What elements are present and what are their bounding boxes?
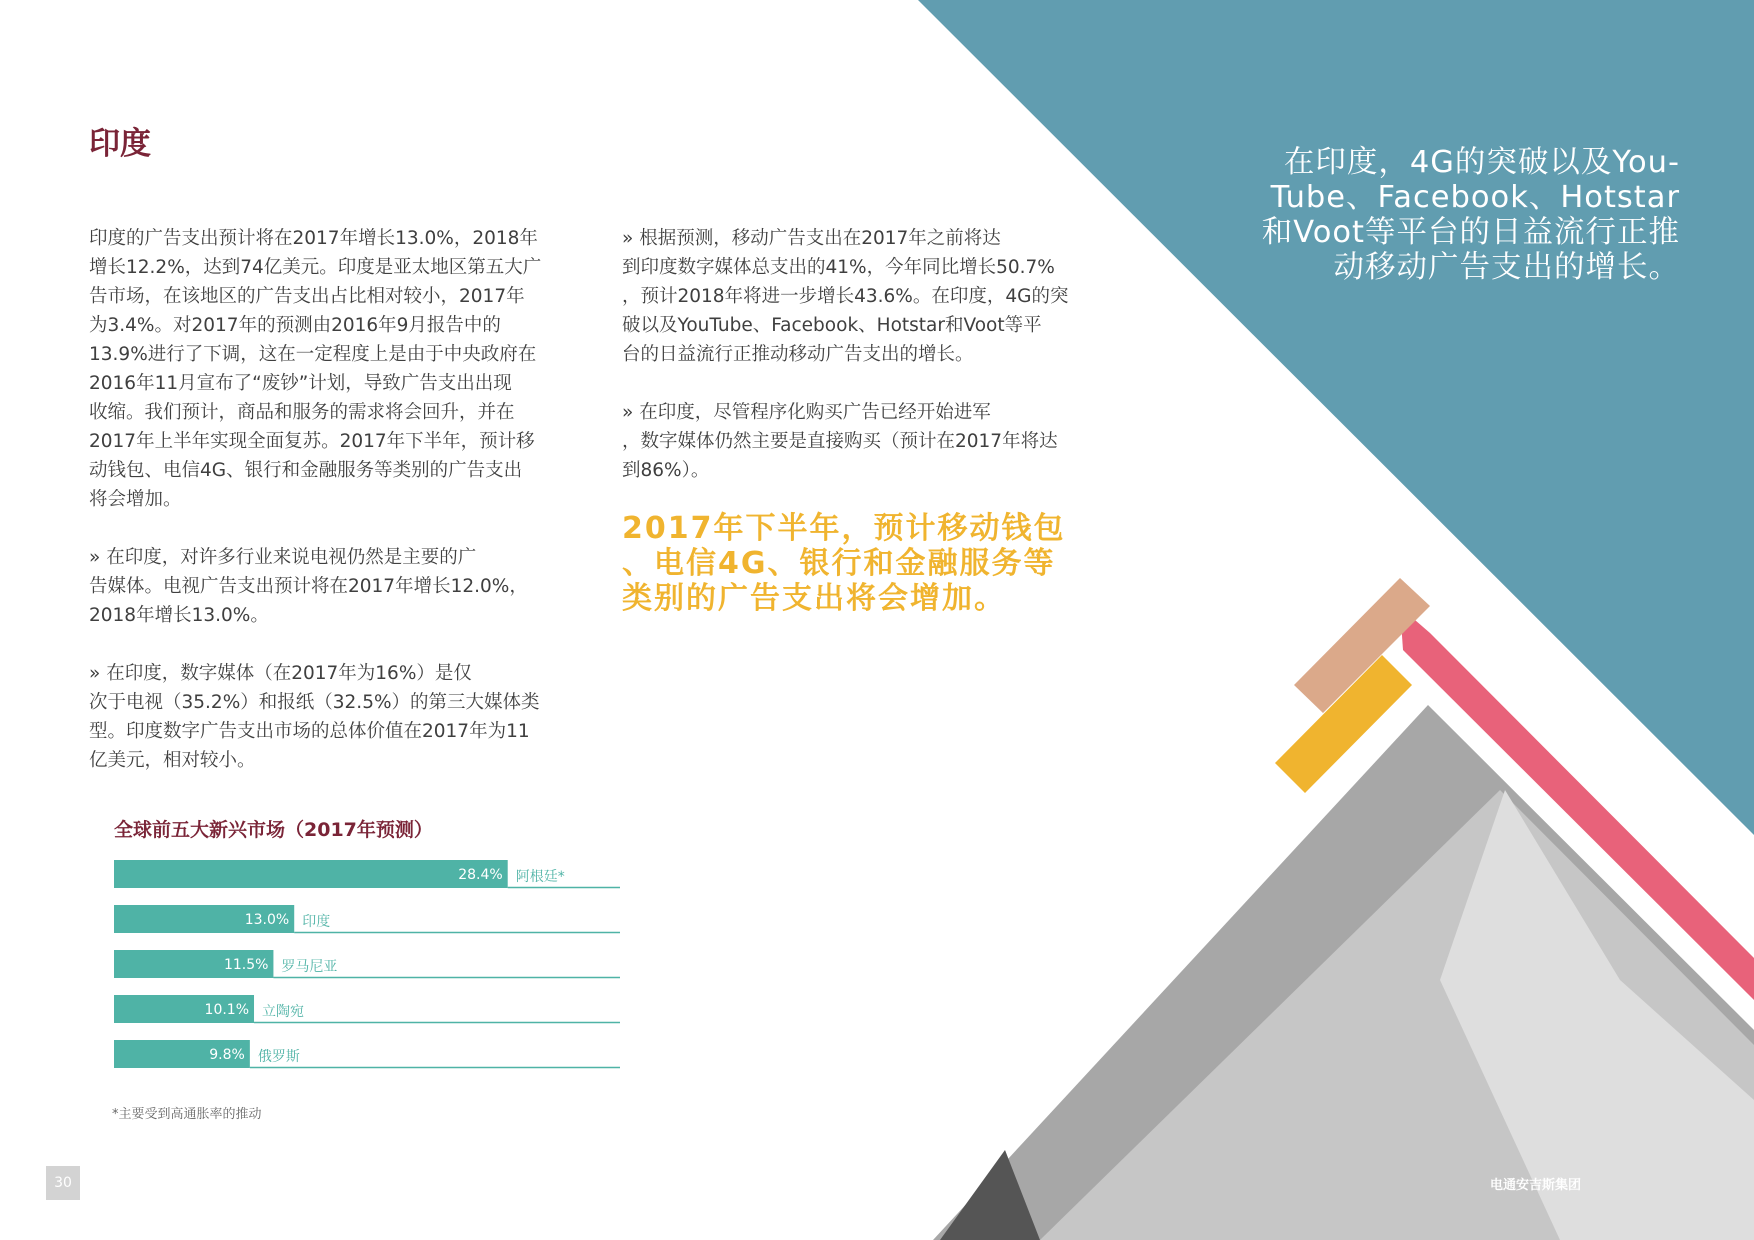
bar-value-label: 10.1% (204, 1002, 250, 1018)
page-title: 印度 (89, 126, 151, 162)
chart-title: 全球前五大新兴市场（2017年预测） (114, 819, 433, 841)
bar-category-label: 立陶宛 (262, 1004, 305, 1020)
chart-footnote: *主要受到高通胀率的推动 (112, 1107, 262, 1122)
bullet-paragraph: » 在印度，对许多行业来说电视仍然是主要的广 告媒体。电视广告支出预计将在2017年增长12.0%， 2018年增长13.0%。 (89, 547, 528, 626)
bar-category-label: 俄罗斯 (257, 1049, 300, 1065)
highlight-callout: 2017年下半年，预计移动钱包 、电信4G、银行和金融服务等 类别的广告支出将会增加。 (622, 511, 1066, 616)
bar-value-label: 11.5% (223, 957, 269, 973)
emerging-markets-bar-chart (114, 860, 620, 1085)
company-footer: 电通安吉斯集团 (1490, 1178, 1582, 1193)
bullet-paragraph: » 在印度，数字媒体（在2017年为16%）是仅 次于电视（35.2%）和报纸（32.5%）的第三大媒体类 型。印度数字广告支出市场的总体价值在2017年为11 亿美元，相对较小。 (89, 663, 540, 771)
paragraph-spacer (622, 369, 1077, 398)
bullet-paragraph: » 在印度，尽管程序化购买广告已经开始进军 ，数字媒体仍然主要是直接购买（预计在2017年将达 到86%）。 (622, 402, 1058, 481)
right-text-column (622, 224, 1077, 485)
bar-category-label: 阿根廷* (515, 869, 565, 885)
pull-quote: 在印度，4G的突破以及You- Tube、Facebook、Hotstar 和Voot等平台的日益流行正推 动移动广告支出的增长。 (1261, 145, 1680, 285)
bar-value-label: 9.8% (209, 1047, 245, 1063)
bar-category-label: 罗马尼亚 (281, 959, 338, 975)
left-text-column (89, 224, 557, 775)
bullet-paragraph: » 根据预测，移动广告支出在2017年之前将达 到印度数字媒体总支出的41%，今年同比增长50.7% ，预计2018年将进一步增长43.6%。在印度，4G的突 破以及YouTube、Facebook、Hotstar和Voot等平 台的日益流行正推动移动广告支出的增长。 (622, 228, 1069, 365)
body-paragraph: 印度的广告支出预计将在2017年增长13.0%，2018年 增长12.2%，达到74亿美元。印度是亚太地区第五大广 告市场，在该地区的广告支出占比相对较小，2017年 为3.4%。对2017年的预测由2016年9月报告中的 13.9%进行了下调，这在一定程度上是由于中央政府在 2016年11月宣布了“废钞”计划，导致广告支出出现 收缩。我们预计，商品和服务的需求将会回升，并在 2017年上半年实现全面复苏。2017年下半年，预计移 动钱包、电信4G、银行和金融服务等类别的广告支出 将会增加。 (89, 228, 542, 510)
bar-category-label: 印度 (302, 914, 331, 930)
paragraph-spacer (89, 630, 557, 659)
bar-value-label: 28.4% (458, 867, 503, 883)
page-number: 30 (46, 1166, 80, 1200)
bar-value-label: 13.0% (244, 912, 290, 928)
bar-0 (114, 860, 508, 888)
paragraph-spacer (89, 514, 557, 543)
